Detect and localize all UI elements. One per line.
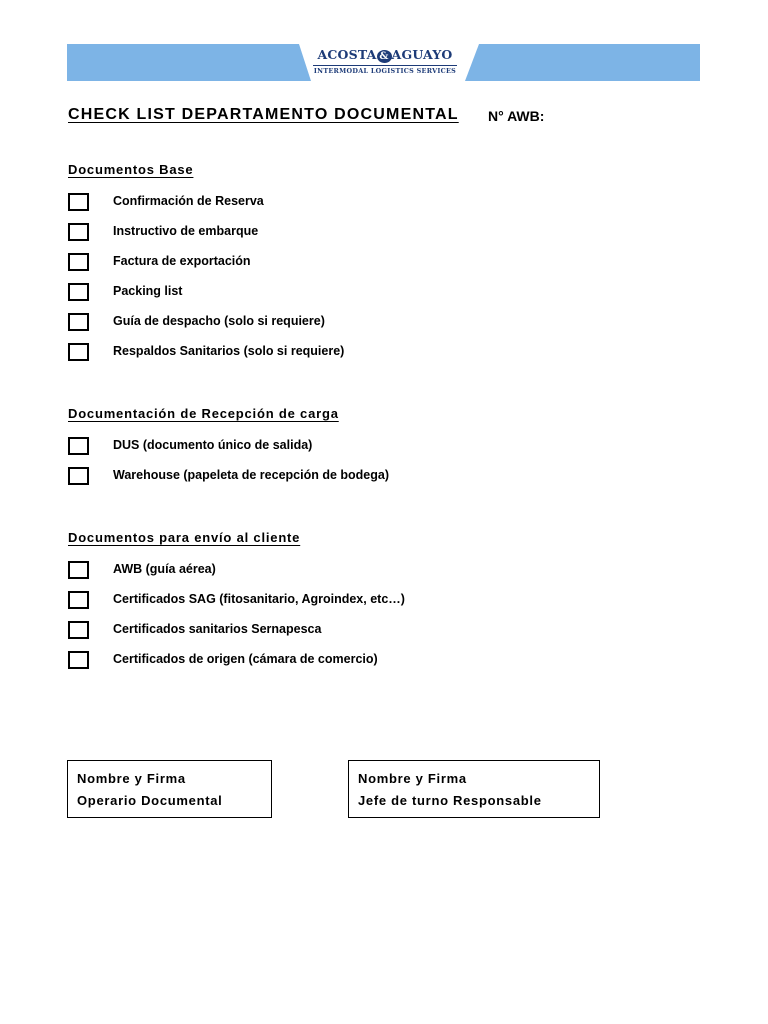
item-label-packing-list: Packing list <box>113 284 183 298</box>
header-banner <box>67 44 700 81</box>
signature-role: Jefe de turno Responsable <box>358 793 542 808</box>
checkbox-certificados-sag[interactable] <box>68 591 89 609</box>
signature-label: Nombre y Firma <box>358 771 467 786</box>
signature-role: Operario Documental <box>77 793 223 808</box>
item-label-respaldos-sanitarios: Respaldos Sanitarios (solo si requiere) <box>113 344 345 358</box>
logo-wordmark <box>307 48 463 63</box>
company-logo <box>307 48 463 78</box>
item-label-certificados-sernapesca: Certificados sanitarios Sernapesca <box>113 622 322 636</box>
section-title-recepcion-carga: Documentación de Recepción de carga <box>68 406 339 421</box>
page-title: CHECK LIST DEPARTAMENTO DOCUMENTAL <box>68 106 459 123</box>
item-label-guia-despacho: Guía de despacho (solo si requiere) <box>113 314 325 328</box>
item-label-factura-exportacion: Factura de exportación <box>113 254 251 268</box>
item-label-warehouse: Warehouse (papeleta de recepción de bodega) <box>113 468 389 482</box>
checkbox-confirmacion-reserva[interactable] <box>68 193 89 211</box>
logo-ampersand-icon: & <box>377 50 392 63</box>
awb-number-label: N° AWB: <box>488 108 545 124</box>
logo-name-first: ACOSTA <box>317 47 377 62</box>
checkbox-dus[interactable] <box>68 437 89 455</box>
logo-name-second: AGUAYO <box>391 47 453 62</box>
checkbox-instructivo-embarque[interactable] <box>68 223 89 241</box>
checkbox-packing-list[interactable] <box>68 283 89 301</box>
checkbox-warehouse[interactable] <box>68 467 89 485</box>
signature-label: Nombre y Firma <box>77 771 186 786</box>
checkbox-certificados-origen[interactable] <box>68 651 89 669</box>
checkbox-guia-despacho[interactable] <box>68 313 89 331</box>
logo-subtitle: INTERMODAL LOGISTICS SERVICES <box>313 67 457 75</box>
item-label-dus: DUS (documento único de salida) <box>113 438 313 452</box>
item-label-confirmacion-reserva: Confirmación de Reserva <box>113 194 264 208</box>
item-label-instructivo-embarque: Instructivo de embarque <box>113 224 259 238</box>
checkbox-factura-exportacion[interactable] <box>68 253 89 271</box>
item-label-awb: AWB (guía aérea) <box>113 562 216 576</box>
checkbox-awb[interactable] <box>68 561 89 579</box>
section-title-documentos-base: Documentos Base <box>68 162 194 177</box>
item-label-certificados-sag: Certificados SAG (fitosanitario, Agroindex, etc…) <box>113 592 405 606</box>
signature-box-operario[interactable] <box>67 760 272 818</box>
item-label-certificados-origen: Certificados de origen (cámara de comercio) <box>113 652 378 666</box>
checkbox-respaldos-sanitarios[interactable] <box>68 343 89 361</box>
signature-box-jefe-turno[interactable] <box>348 760 600 818</box>
section-title-envio-cliente: Documentos para envío al cliente <box>68 530 301 545</box>
logo-divider <box>313 65 457 66</box>
checkbox-certificados-sernapesca[interactable] <box>68 621 89 639</box>
